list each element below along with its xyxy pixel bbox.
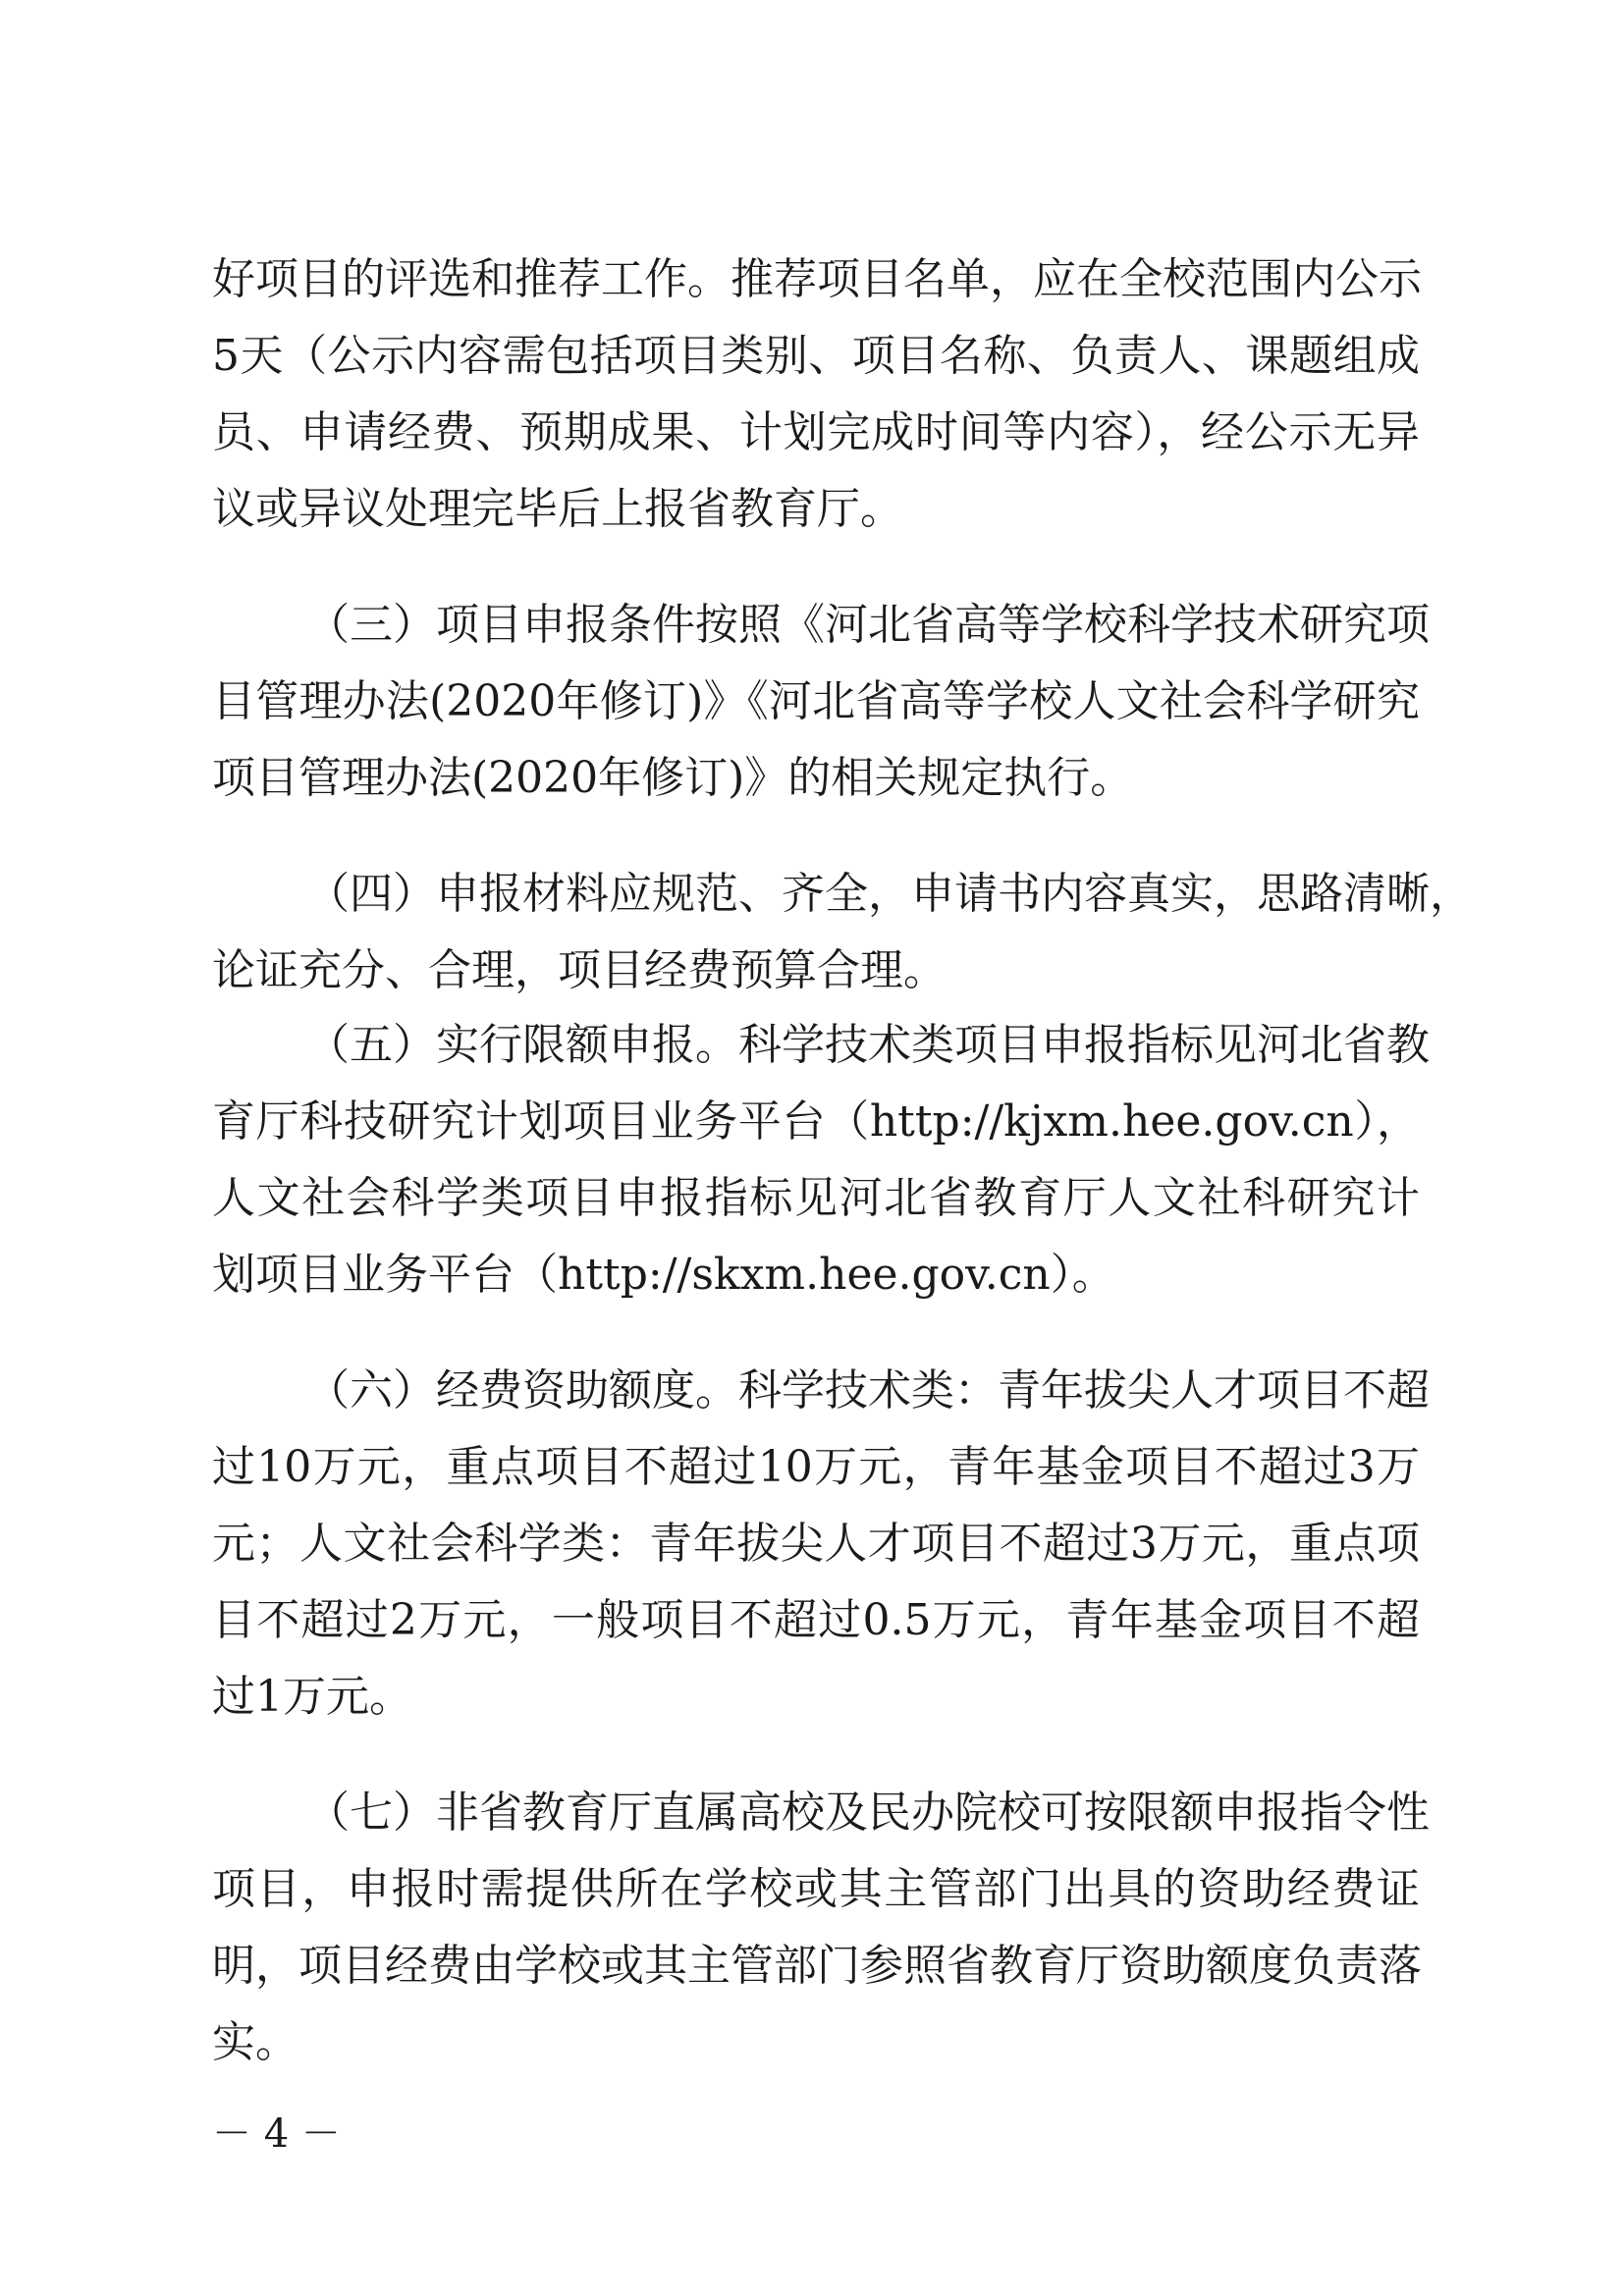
paragraph-line: 实。 — [212, 2017, 298, 2067]
paragraph-line: 划项目业务平台（http://skxm.hee.gov.cn）。 — [212, 1250, 1115, 1300]
paragraph-line: 好项目的评选和推荐工作。推荐项目名单，应在全校范围内公示 — [212, 254, 1422, 304]
paragraph-line: 过1万元。 — [212, 1672, 412, 1722]
paragraph-line: （五）实行限额申报。科学技术类项目申报指标见河北省教 — [306, 1020, 1430, 1070]
paragraph-line: 元；人文社会科学类：青年拔尖人才项目不超过3万元，重点项 — [212, 1519, 1420, 1569]
paragraph-line: （四）申报材料应规范、齐全，申请书内容真实，思路清晰， — [306, 869, 1473, 919]
paragraph-line: 人文社会科学类项目申报指标见河北省教育厅人文社科研究计 — [212, 1173, 1420, 1223]
paragraph-line: 育厅科技研究计划项目业务平台（http://kjxm.hee.gov.cn）， — [212, 1096, 1420, 1147]
page-number: － 4 － — [212, 2111, 341, 2157]
paragraph-line: 员、申请经费、预期成果、计划完成时间等内容），经公示无异 — [212, 407, 1420, 457]
paragraph-line: 过10万元，重点项目不超过10万元，青年基金项目不超过3万 — [212, 1442, 1420, 1492]
paragraph-line: 目不超过2万元，一般项目不超过0.5万元，青年基金项目不超 — [212, 1595, 1420, 1645]
paragraph-line: （三）项目申报条件按照《河北省高等学校科学技术研究项 — [306, 600, 1430, 650]
paragraph-line: 5天（公示内容需包括项目类别、项目名称、负责人、课题组成 — [212, 331, 1420, 381]
paragraph-line: 论证充分、合理，项目经费预算合理。 — [212, 945, 947, 995]
paragraph-line: 议或异议处理完毕后上报省教育厅。 — [212, 484, 903, 534]
paragraph-line: （六）经费资助额度。科学技术类：青年拔尖人才项目不超 — [306, 1365, 1430, 1415]
paragraph-line: （七）非省教育厅直属高校及民办院校可按限额申报指令性 — [306, 1788, 1430, 1838]
paragraph-line: 明，项目经费由学校或其主管部门参照省教育厅资助额度负责落 — [212, 1941, 1422, 1991]
paragraph-line: 项目管理办法(2020年修订)》的相关规定执行。 — [212, 753, 1134, 803]
paragraph-line: 目管理办法(2020年修订)》《河北省高等学校人文社会科学研究 — [212, 676, 1420, 726]
paragraph-line: 项目，申报时需提供所在学校或其主管部门出具的资助经费证 — [212, 1864, 1420, 1914]
